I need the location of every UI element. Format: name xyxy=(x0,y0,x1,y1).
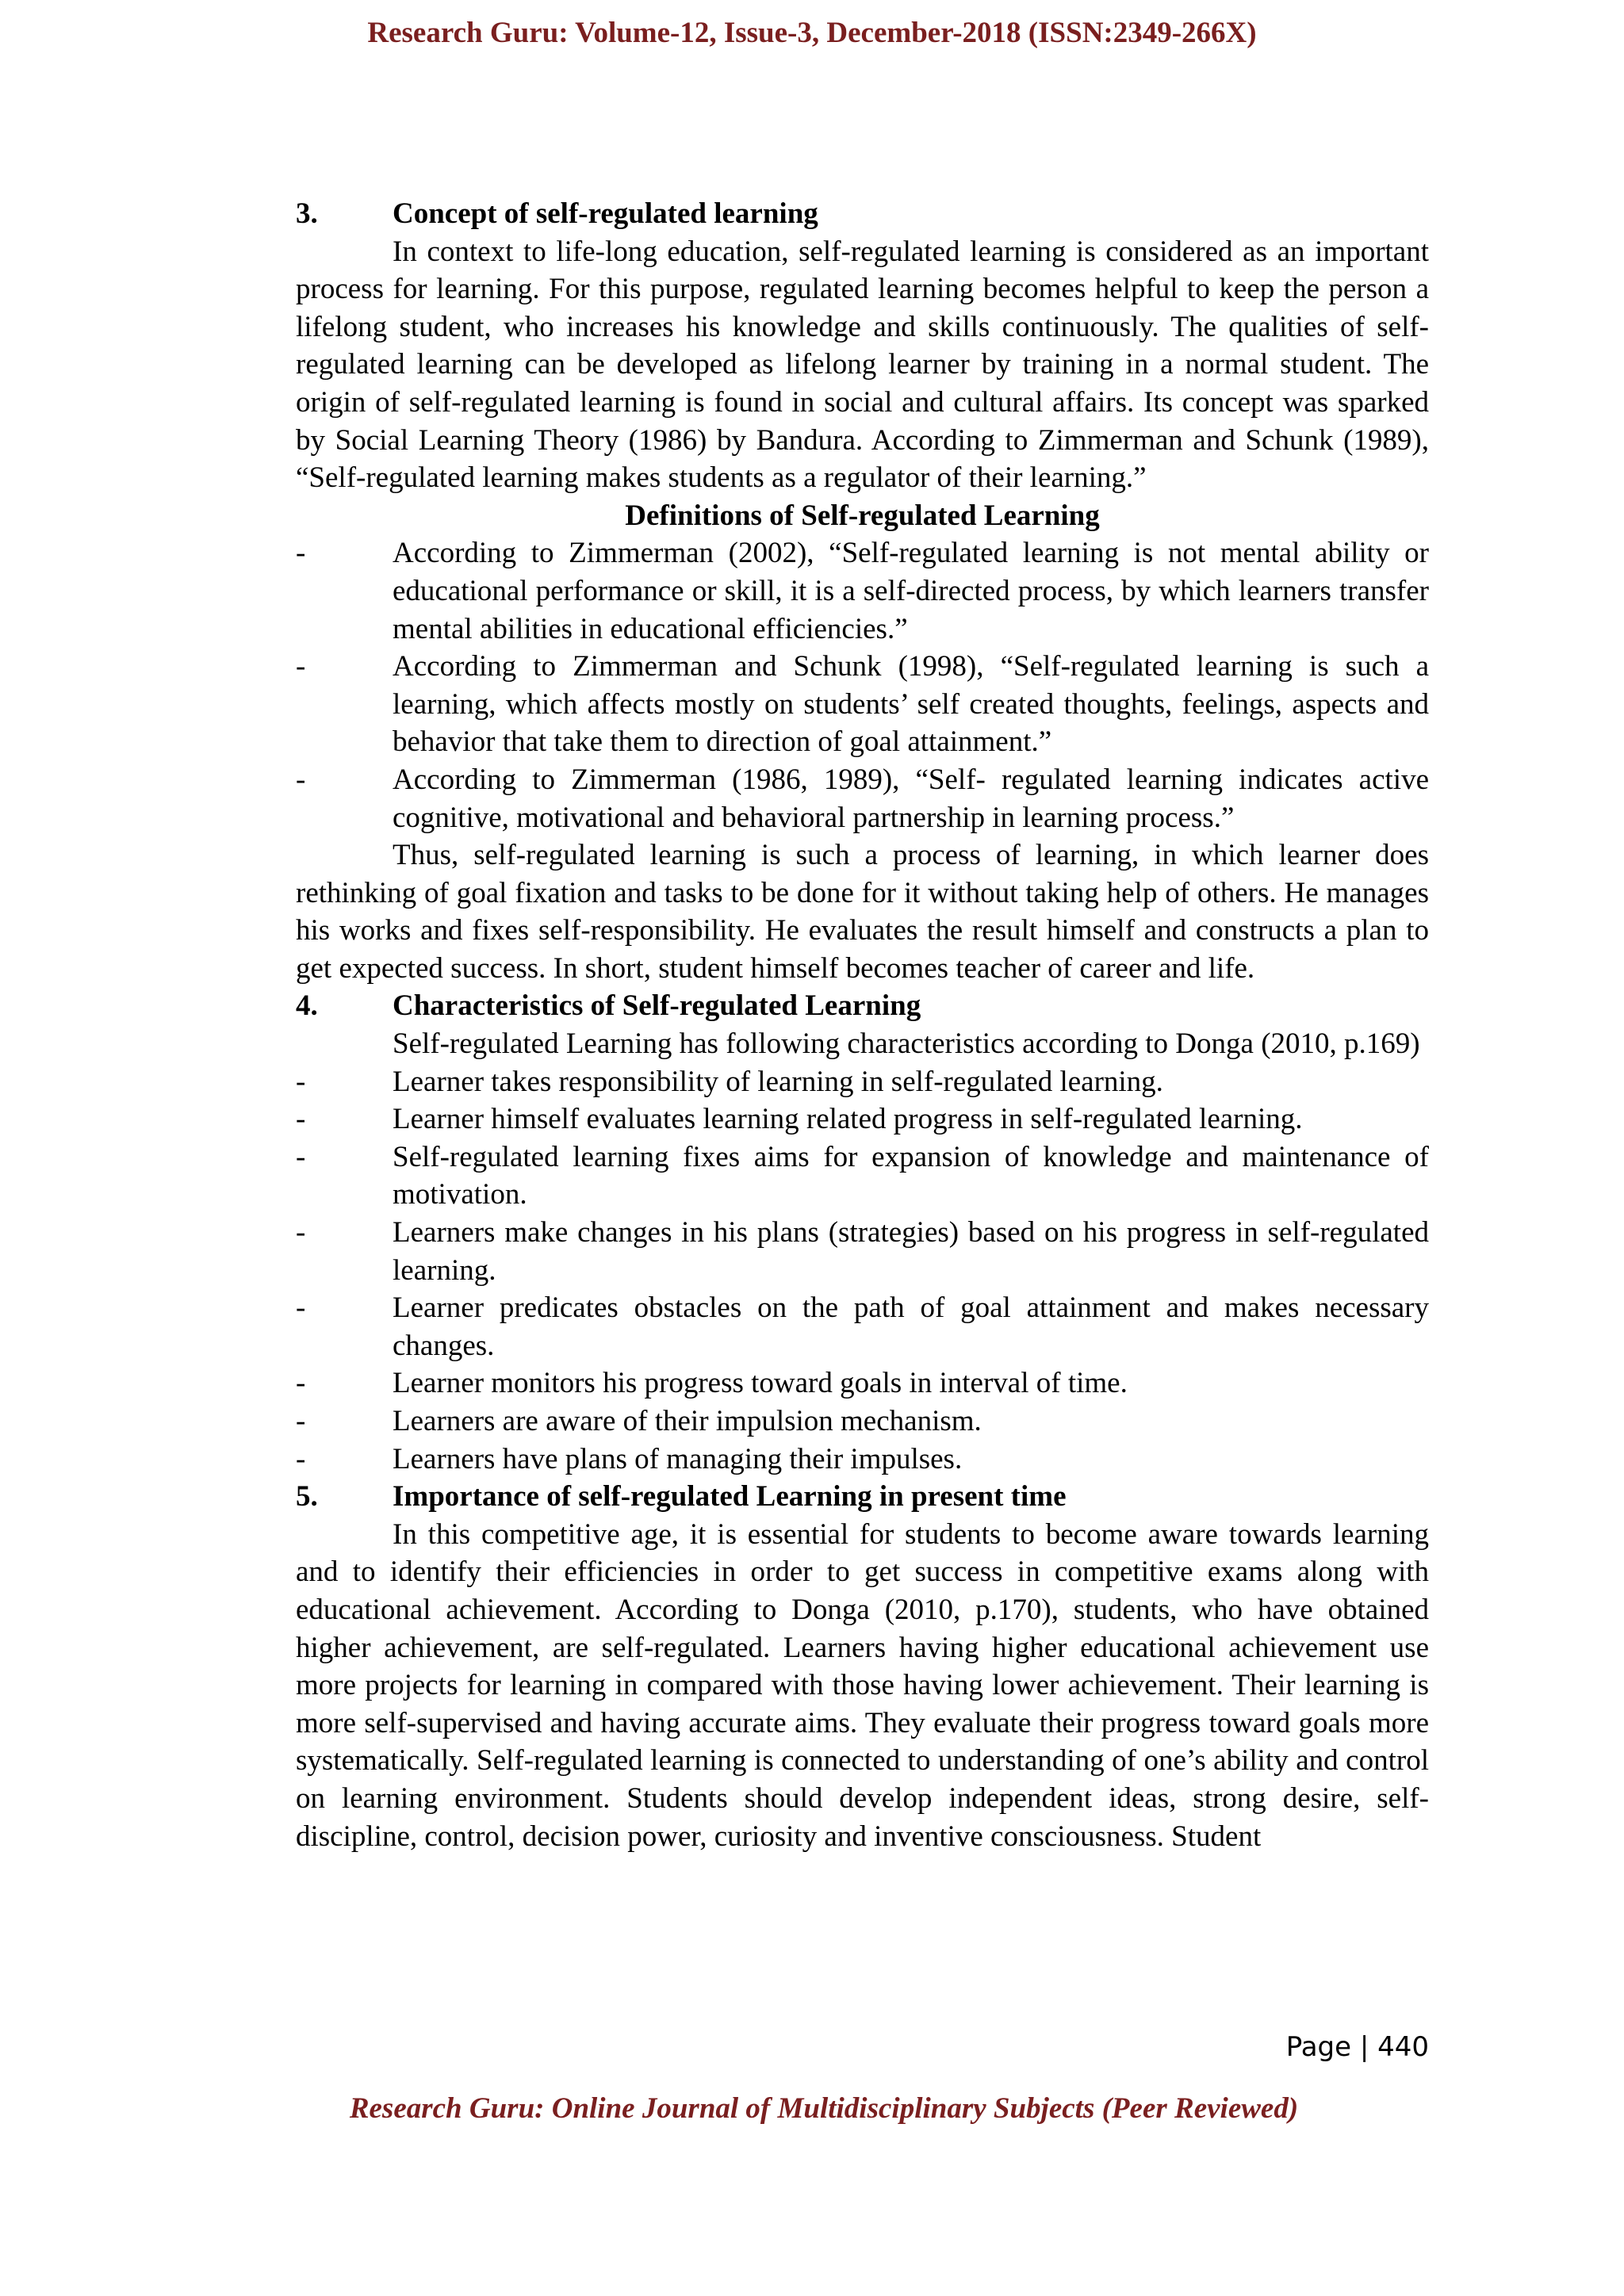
section-5-paragraph: In this competitive age, it is essential for students to become aware towards learning and to identify their efficiencies in order to get success in competitive exams along with educational achievement. According to Donga (2010, p.170), students, who have obtained higher achievement, are self-regulated. Learners having higher educational achievement use more projects for learning in compared with those having lower achievement. Their learning is more self-supervised and having accurate aims. They evaluate their progress toward goals more systematically. Self-regulated learning is connected to understanding of one’s ability and control on learning environment. Students should develop independent ideas, strong desire, self-discipline, control, decision power, curiosity and inventive consciousness. Student xyxy=(296,1517,1429,1853)
section-3-heading xyxy=(296,195,1429,233)
list-item xyxy=(296,1441,1429,1479)
list-bullet: - xyxy=(296,1103,306,1136)
section-number: 5. xyxy=(296,1480,318,1513)
list-bullet: - xyxy=(296,537,306,570)
list-item-text: According to Zimmerman and Schunk (1998), “Self-regulated learning is such a learning, which affects mostly on students’ self created thoughts, feelings, aspects and behavior that take them to direction of goal attainment.” xyxy=(393,650,1429,759)
list-item-text: Learner takes responsibility of learning in self-regulated learning. xyxy=(393,1065,1163,1098)
list-bullet: - xyxy=(296,1065,306,1098)
list-item-text: Self-regulated learning fixes aims for expansion of knowledge and maintenance of motivation. xyxy=(393,1140,1429,1211)
list-bullet: - xyxy=(296,1367,306,1400)
list-item-text: Learner himself evaluates learning related progress in self-regulated learning. xyxy=(393,1103,1303,1136)
list-item xyxy=(296,1138,1429,1214)
list-bullet: - xyxy=(296,763,306,796)
list-bullet: - xyxy=(296,1216,306,1249)
article-body xyxy=(296,195,1429,1855)
list-item xyxy=(296,1289,1429,1364)
list-item xyxy=(296,534,1429,648)
list-item xyxy=(296,1100,1429,1138)
section-4-heading xyxy=(296,987,1429,1025)
section-title: Concept of self-regulated learning xyxy=(393,197,818,230)
journal-footer: Research Guru: Online Journal of Multidisciplinary Subjects (Peer Reviewed) xyxy=(349,2092,1299,2125)
list-bullet: - xyxy=(296,1442,306,1475)
list-bullet: - xyxy=(296,1292,306,1325)
section-5-heading xyxy=(296,1478,1429,1516)
conclusion-paragraph: Thus, self-regulated learning is such a process of learning, in which learner does rethinking of goal fixation and tasks to be done for it without taking help of others. He manages his works and fixes self-responsibility. He evaluates the result himself and constructs a plan to get expected success. In short, student himself becomes teacher of career and life. xyxy=(296,839,1429,985)
list-item-text: According to Zimmerman (2002), “Self-regulated learning is not mental ability or educational performance or skill, it is a self-directed process, by which learners transfer mental abilities in educational efficiencies.” xyxy=(393,537,1429,645)
list-item-text: Learner monitors his progress toward goals in interval of time. xyxy=(393,1367,1128,1400)
list-item-text: Learners make changes in his plans (strategies) based on his progress in self-regulated learning. xyxy=(393,1216,1429,1287)
list-bullet: - xyxy=(296,650,306,683)
list-item-text: Learners are aware of their impulsion mechanism. xyxy=(393,1405,982,1437)
section-number: 3. xyxy=(296,197,318,230)
section-title: Characteristics of Self-regulated Learning xyxy=(393,989,921,1023)
list-item xyxy=(296,1402,1429,1441)
page-number: Page | 440 xyxy=(1285,2031,1429,2063)
section-4-intro: Self-regulated Learning has following characteristics according to Donga (2010, p.169) xyxy=(393,1027,1420,1061)
list-item xyxy=(296,1063,1429,1101)
list-item xyxy=(296,1364,1429,1402)
journal-header: Research Guru: Volume-12, Issue-3, December-2018 (ISSN:2349-266X) xyxy=(367,17,1257,49)
list-item-text: Learners have plans of managing their impulses. xyxy=(393,1442,963,1475)
list-item xyxy=(296,1214,1429,1289)
list-item xyxy=(296,761,1429,836)
list-item xyxy=(296,648,1429,761)
section-number: 4. xyxy=(296,989,318,1023)
list-item-text: According to Zimmerman (1986, 1989), “Self- regulated learning indicates active cognitive, motivational and behavioral partnership in learning process.” xyxy=(393,763,1429,834)
section-title: Importance of self-regulated Learning in present time xyxy=(393,1480,1067,1513)
list-item-text: Learner predicates obstacles on the path of goal attainment and makes necessary changes. xyxy=(393,1292,1429,1362)
list-bullet: - xyxy=(296,1140,306,1173)
definitions-heading: Definitions of Self-regulated Learning xyxy=(625,499,1100,532)
list-bullet: - xyxy=(296,1405,306,1437)
section-3-paragraph: In context to life-long education, self-regulated learning is considered as an important process for learning. For this purpose, regulated learning becomes helpful to keep the person a lifelong student, who increases his knowledge and skills continuously. The qualities of self-regulated learning can be developed as lifelong learner by training in a normal student. The origin of self-regulated learning is found in social and cultural affairs. Its concept was sparked by Social Learning Theory (1986) by Bandura. According to Zimmerman and Schunk (1989), “Self-regulated learning makes students as a regulator of their learning.” xyxy=(296,235,1429,495)
